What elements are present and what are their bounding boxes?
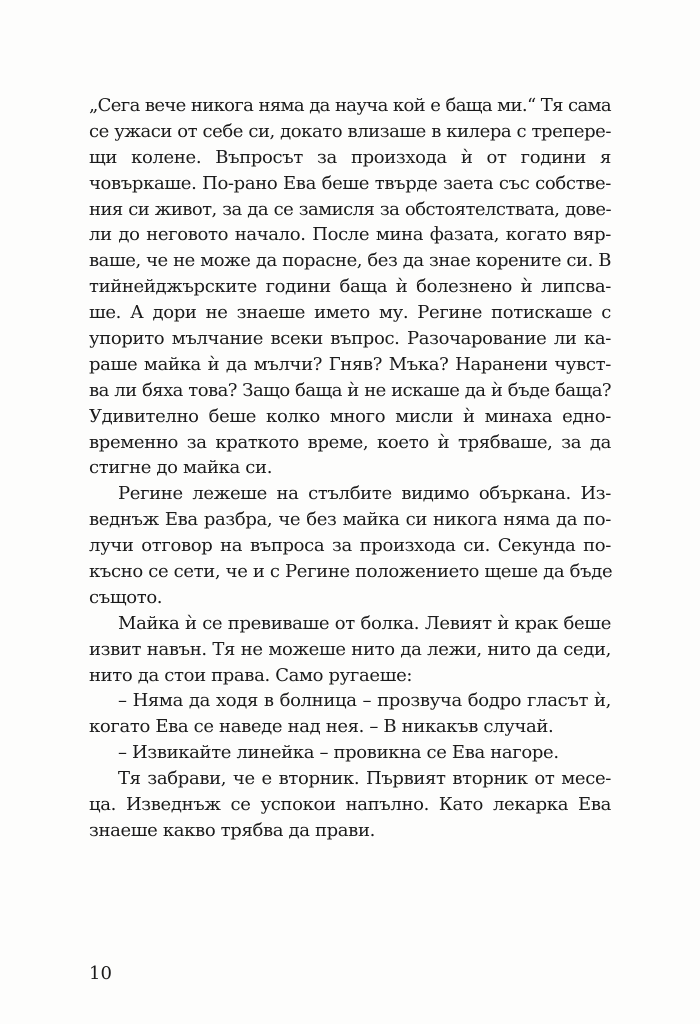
text-line: същото. xyxy=(89,586,163,608)
text-line: късно се сети, че и с Регине положението щеше да бъде xyxy=(89,561,613,583)
text-line: – Извикайте линейка – провикна се Ева нагоре. xyxy=(118,742,559,764)
text-line: раше майка ѝ да мълчи? Гняв? Мъка? Наранени чувст- xyxy=(89,353,611,375)
text-line: Тя забрави, че е вторник. Първият вторник от месе- xyxy=(118,768,611,790)
text-line: „Сега вече никога няма да науча кой е баща ми.“ Тя сама xyxy=(89,95,611,116)
text-line: когато Ева се наведе над нея. – В никакъв случай. xyxy=(89,716,554,738)
text-line: лучи отговор на въпроса за произхода си. Секунда по- xyxy=(89,535,611,557)
text-line: щи колене. Въпросът за произхода ѝ от години я xyxy=(89,146,611,168)
text-line: нито да стои права. Само ругаеше: xyxy=(89,664,413,686)
text-line: ния си живот, за да се замисля за обстоятелствата, дове- xyxy=(89,198,611,220)
text-line: Регине лежеше на стълбите видимо объркана. Из- xyxy=(118,483,611,505)
text-line: упорито мълчание всеки въпрос. Разочарование ли ка- xyxy=(89,328,611,350)
text-line: – Няма да ходя в болница – прозвуча бодро гласът ѝ, xyxy=(118,690,611,712)
text-line: веднъж Ева разбра, че без майка си никога няма да по- xyxy=(89,509,611,531)
text-line: ва ли бяха това? Защо баща ѝ не искаше да ѝ бъде баща? xyxy=(89,379,611,401)
text-line: временно за краткото време, което ѝ трябваше, за да xyxy=(89,431,611,453)
text-line: стигне до майка си. xyxy=(89,457,273,479)
text-line: Майка ѝ се превиваше от болка. Левият ѝ крак беше xyxy=(118,612,611,634)
text-line: ваше, че не може да порасне, без да знае корените си. В xyxy=(89,250,611,272)
body-text xyxy=(89,93,611,844)
text-line: тийнейджърските години баща ѝ болезнено ѝ липсва- xyxy=(89,276,611,298)
text-line: ца. Изведнъж се успокои напълно. Като лекарка Ева xyxy=(89,794,611,816)
text-line: ли до неговото начало. После мина фазата, когато вяр- xyxy=(89,224,611,246)
text-line: се ужаси от себе си, докато влизаше в килера с трепере- xyxy=(89,120,611,142)
text-line: човъркаше. По-рано Ева беше твърде заета със собстве- xyxy=(89,172,611,194)
text-line: извит навън. Тя не можеше нито да лежи, нито да седи, xyxy=(89,638,611,660)
text-line: ше. А дори не знаеше името му. Регине потискаше с xyxy=(89,302,611,324)
text-line: Удивително беше колко много мисли ѝ минаха едно- xyxy=(89,405,611,427)
text-line: знаеше какво трябва да прави. xyxy=(89,819,375,841)
page-number: 10 xyxy=(89,963,112,984)
